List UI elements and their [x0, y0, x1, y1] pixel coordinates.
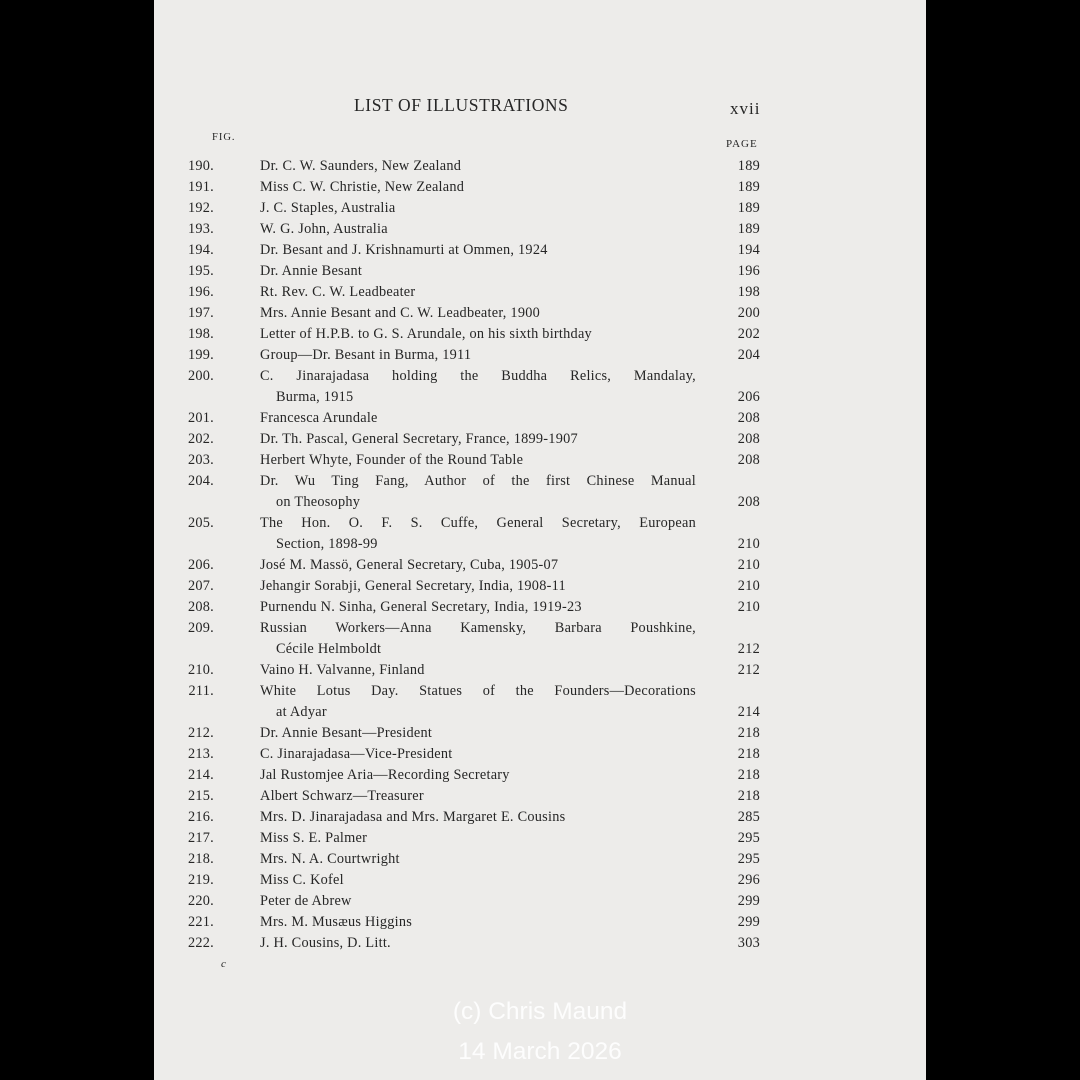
- page-reference: 210: [737, 557, 760, 573]
- figure-number: 212.: [187, 725, 214, 741]
- page-reference: 218: [737, 767, 760, 783]
- list-item: [154, 912, 926, 933]
- figure-caption: J. C. Staples, Australia: [260, 200, 396, 216]
- figure-caption: Herbert Whyte, Founder of the Round Table: [260, 452, 524, 468]
- page-reference: 196: [737, 263, 760, 279]
- figure-number: 195.: [187, 263, 214, 279]
- book-page: [154, 0, 926, 1080]
- list-item-continuation: [154, 387, 926, 408]
- illustration-list: [154, 156, 926, 954]
- page-reference: 208: [737, 431, 760, 447]
- figure-caption: Dr. Th. Pascal, General Secretary, France, 1899-1907: [260, 431, 578, 447]
- figure-number: 219.: [187, 872, 214, 888]
- page-reference: 210: [737, 599, 760, 615]
- list-item: [154, 198, 926, 219]
- list-item-continuation: [154, 492, 926, 513]
- page-reference: 214: [737, 704, 760, 720]
- page-column-header: PAGE: [726, 138, 758, 150]
- figure-caption: Mrs. Annie Besant and C. W. Leadbeater, 1900: [260, 305, 541, 321]
- figure-number: 215.: [187, 788, 214, 804]
- page-reference: 285: [737, 809, 760, 825]
- list-item: [154, 681, 926, 702]
- page-reference: 208: [737, 452, 760, 468]
- list-item: [154, 807, 926, 828]
- page-reference: 198: [737, 284, 760, 300]
- figure-number: 205.: [187, 515, 214, 531]
- list-item: [154, 660, 926, 681]
- page-reference: 189: [737, 200, 760, 216]
- figure-caption: J. H. Cousins, D. Litt.: [260, 935, 391, 951]
- page-reference: 204: [737, 347, 760, 363]
- figure-number: 201.: [187, 410, 214, 426]
- list-item: [154, 177, 926, 198]
- list-item: [154, 366, 926, 387]
- page-reference: 299: [737, 914, 760, 930]
- list-item: [154, 870, 926, 891]
- figure-caption: Letter of H.P.B. to G. S. Arundale, on his sixth birthday: [260, 326, 592, 342]
- figure-caption: Cécile Helmboldt: [276, 641, 382, 657]
- figure-caption: Rt. Rev. C. W. Leadbeater: [260, 284, 416, 300]
- figure-caption: C. Jinarajadasa holding the Buddha Relics, Mandalay,: [260, 368, 696, 384]
- list-item-continuation: [154, 639, 926, 660]
- figure-number: 218.: [187, 851, 214, 867]
- figure-number: 209.: [187, 620, 214, 636]
- list-item: [154, 744, 926, 765]
- page-reference: 194: [737, 242, 760, 258]
- figure-number: 216.: [187, 809, 214, 825]
- figure-number: 221.: [187, 914, 214, 930]
- list-item: [154, 282, 926, 303]
- list-item-continuation: [154, 534, 926, 555]
- figure-caption: Mrs. M. Musæus Higgins: [260, 914, 413, 930]
- figure-number: 199.: [187, 347, 214, 363]
- fig-column-header: FIG.: [212, 132, 236, 143]
- figure-caption: José M. Massö, General Secretary, Cuba, 1905-07: [260, 557, 559, 573]
- list-item-continuation: [154, 702, 926, 723]
- list-item: [154, 933, 926, 954]
- figure-caption: Miss S. E. Palmer: [260, 830, 368, 846]
- figure-number: 207.: [187, 578, 214, 594]
- list-item: [154, 786, 926, 807]
- figure-number: 203.: [187, 452, 214, 468]
- figure-number: 198.: [187, 326, 214, 342]
- figure-number: 191.: [187, 179, 214, 195]
- figure-caption: Russian Workers—Anna Kamensky, Barbara Poushkine,: [260, 620, 696, 636]
- page-number: xvii: [730, 99, 761, 118]
- page-reference: 295: [737, 851, 760, 867]
- figure-number: 204.: [187, 473, 214, 489]
- signature-mark: c: [221, 958, 226, 970]
- page-reference: 189: [737, 221, 760, 237]
- figure-caption: Dr. Annie Besant: [260, 263, 363, 279]
- page-reference: 296: [737, 872, 760, 888]
- figure-caption: Peter de Abrew: [260, 893, 352, 909]
- page-reference: 189: [737, 179, 760, 195]
- watermark-date: 14 March 2026: [458, 1038, 622, 1065]
- page-reference: 189: [737, 158, 760, 174]
- list-item: [154, 345, 926, 366]
- figure-caption: Section, 1898-99: [276, 536, 378, 552]
- figure-caption: on Theosophy: [276, 494, 361, 510]
- figure-number: 197.: [187, 305, 214, 321]
- figure-caption: Jehangir Sorabji, General Secretary, India, 1908-11: [260, 578, 566, 594]
- figure-caption: White Lotus Day. Statues of the Founders—Decorations: [260, 683, 696, 699]
- page-reference: 295: [737, 830, 760, 846]
- figure-number: 202.: [187, 431, 214, 447]
- page-reference: 206: [737, 389, 760, 405]
- list-item: [154, 303, 926, 324]
- figure-number: 220.: [187, 893, 214, 909]
- figure-number: 208.: [187, 599, 214, 615]
- page-reference: 208: [737, 410, 760, 426]
- watermark-copyright: (c) Chris Maund: [452, 998, 628, 1025]
- figure-number: 192.: [187, 200, 214, 216]
- figure-caption: Miss C. W. Christie, New Zealand: [260, 179, 465, 195]
- figure-caption: Purnendu N. Sinha, General Secretary, India, 1919-23: [260, 599, 582, 615]
- figure-caption: W. G. John, Australia: [260, 221, 388, 237]
- list-item: [154, 828, 926, 849]
- figure-caption: Vaino H. Valvanne, Finland: [260, 662, 425, 678]
- figure-number: 194.: [187, 242, 214, 258]
- figure-number: 196.: [187, 284, 214, 300]
- list-item: [154, 240, 926, 261]
- page-reference: 208: [737, 494, 760, 510]
- figure-number: 200.: [187, 368, 214, 384]
- page-reference: 218: [737, 725, 760, 741]
- page-reference: 210: [737, 536, 760, 552]
- figure-number: 213.: [187, 746, 214, 762]
- figure-number: 211.: [188, 683, 214, 699]
- figure-number: 210.: [187, 662, 214, 678]
- figure-caption: at Adyar: [276, 704, 327, 720]
- figure-caption: Dr. Annie Besant—President: [260, 725, 433, 741]
- page-reference: 218: [737, 746, 760, 762]
- page-reference: 299: [737, 893, 760, 909]
- figure-caption: Dr. C. W. Saunders, New Zealand: [260, 158, 462, 174]
- page-reference: 212: [737, 641, 760, 657]
- list-item: [154, 324, 926, 345]
- list-item: [154, 450, 926, 471]
- page-reference: 212: [737, 662, 760, 678]
- list-item: [154, 765, 926, 786]
- list-item: [154, 618, 926, 639]
- figure-caption: Dr. Besant and J. Krishnamurti at Ommen, 1924: [260, 242, 548, 258]
- page-reference: 303: [737, 935, 760, 951]
- figure-caption: Group—Dr. Besant in Burma, 1911: [260, 347, 472, 363]
- page-reference: 202: [737, 326, 760, 342]
- list-item: [154, 261, 926, 282]
- figure-caption: Burma, 1915: [276, 389, 354, 405]
- figure-caption: Albert Schwarz—Treasurer: [260, 788, 424, 804]
- figure-caption: Francesca Arundale: [260, 410, 378, 426]
- list-item: [154, 555, 926, 576]
- list-item: [154, 156, 926, 177]
- list-item: [154, 597, 926, 618]
- figure-number: 190.: [187, 158, 214, 174]
- figure-caption: Miss C. Kofel: [260, 872, 344, 888]
- figure-caption: C. Jinarajadasa—Vice-President: [260, 746, 453, 762]
- list-item: [154, 723, 926, 744]
- page-reference: 210: [737, 578, 760, 594]
- page-reference: 200: [737, 305, 760, 321]
- list-item: [154, 471, 926, 492]
- figure-number: 193.: [187, 221, 214, 237]
- list-item: [154, 408, 926, 429]
- list-item: [154, 849, 926, 870]
- figure-caption: Mrs. D. Jinarajadasa and Mrs. Margaret E. Cousins: [260, 809, 566, 825]
- figure-caption: Mrs. N. A. Courtwright: [260, 851, 400, 867]
- page-title: LIST OF ILLUSTRATIONS: [354, 95, 569, 115]
- figure-caption: The Hon. O. F. S. Cuffe, General Secretary, European: [260, 515, 696, 531]
- figure-number: 214.: [187, 767, 214, 783]
- figure-number: 206.: [187, 557, 214, 573]
- figure-caption: Jal Rustomjee Aria—Recording Secretary: [260, 767, 510, 783]
- page-reference: 218: [737, 788, 760, 804]
- list-item: [154, 891, 926, 912]
- figure-caption: Dr. Wu Ting Fang, Author of the first Chinese Manual: [260, 473, 696, 489]
- list-item: [154, 576, 926, 597]
- list-item: [154, 513, 926, 534]
- list-item: [154, 429, 926, 450]
- figure-number: 222.: [187, 935, 214, 951]
- figure-number: 217.: [187, 830, 214, 846]
- list-item: [154, 219, 926, 240]
